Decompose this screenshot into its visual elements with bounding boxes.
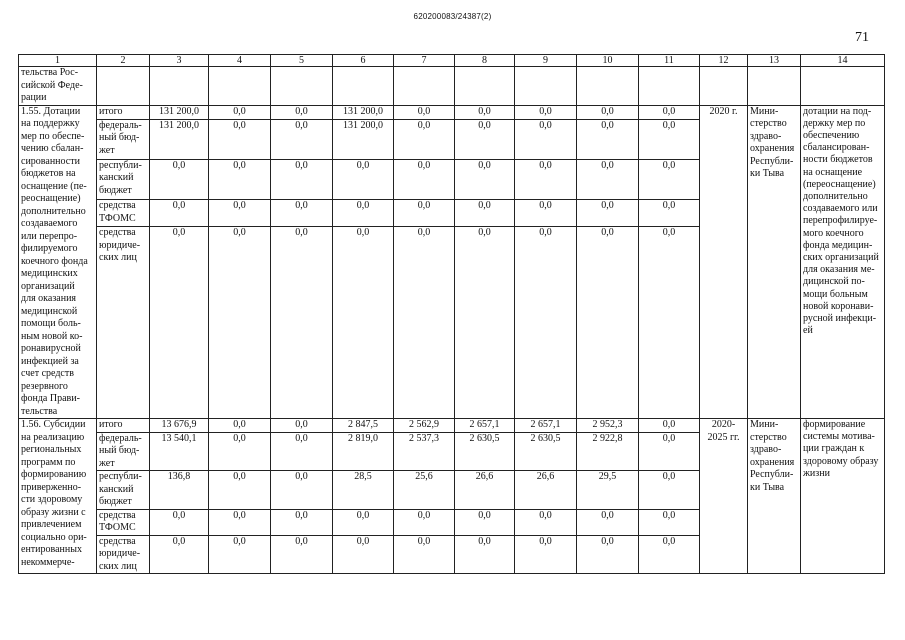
amount-cell: 131 200,0 xyxy=(150,105,209,119)
amount-cell: 0,0 xyxy=(150,509,209,535)
amount-cell: 0,0 xyxy=(209,200,271,227)
amount-cell: 0,0 xyxy=(209,159,271,199)
table-row xyxy=(19,105,885,119)
amount-cell: 0,0 xyxy=(639,105,700,119)
amount-cell: 2 630,5 xyxy=(515,432,577,471)
amount-cell: 26,6 xyxy=(455,471,515,510)
amount-cell: 0,0 xyxy=(455,159,515,199)
table-row xyxy=(19,419,885,433)
amount-cell: 0,0 xyxy=(515,509,577,535)
funding-source: итого xyxy=(97,419,150,433)
amount-cell: 0,0 xyxy=(515,535,577,574)
amount-cell: 0,0 xyxy=(639,227,700,419)
amount-cell: 0,0 xyxy=(639,419,700,433)
amount-cell: 0,0 xyxy=(271,471,333,510)
amount-cell: 0,0 xyxy=(271,419,333,433)
amount-cell: 29,5 xyxy=(577,471,639,510)
amount-cell: 131 200,0 xyxy=(333,105,394,119)
amount-cell: 0,0 xyxy=(455,105,515,119)
amount-cell: 0,0 xyxy=(394,105,455,119)
amount-cell: 0,0 xyxy=(271,105,333,119)
amount-cell: 0,0 xyxy=(639,432,700,471)
amount-cell: 2 922,8 xyxy=(577,432,639,471)
amount-cell: 0,0 xyxy=(271,200,333,227)
column-number: 13 xyxy=(748,55,801,67)
column-number: 6 xyxy=(333,55,394,67)
funding-source: средства ТФОМС xyxy=(97,509,150,535)
amount-cell: 0,0 xyxy=(394,535,455,574)
executor-cell: Мини- стерство здраво- охранения Республи- ки Тыва xyxy=(748,105,801,419)
column-number: 5 xyxy=(271,55,333,67)
funding-source: федераль- ный бюд- жет xyxy=(97,119,150,159)
amount-cell: 0,0 xyxy=(639,535,700,574)
funding-source: республи- канский бюджет xyxy=(97,471,150,510)
amount-cell: 0,0 xyxy=(271,159,333,199)
amount-cell: 0,0 xyxy=(271,119,333,159)
amount-cell: 0,0 xyxy=(271,432,333,471)
amount-cell: 2 562,9 xyxy=(394,419,455,433)
amount-cell: 0,0 xyxy=(455,509,515,535)
funding-source: средства юридиче- ских лиц xyxy=(97,227,150,419)
amount-cell: 0,0 xyxy=(150,227,209,419)
amount-cell: 0,0 xyxy=(515,159,577,199)
amount-cell: 13 540,1 xyxy=(150,432,209,471)
page-number: 71 xyxy=(855,30,869,45)
amount-cell: 0,0 xyxy=(455,200,515,227)
funding-source: средства ТФОМС xyxy=(97,200,150,227)
amount-cell: 0,0 xyxy=(639,200,700,227)
column-number: 10 xyxy=(577,55,639,67)
column-number-row xyxy=(19,55,885,67)
measure-name: 1.56. Субсидии на реализацию региональных программ по формированию приверженно- сти здоровому образу жизни с привлечением социально ори- ентированных некоммерче- xyxy=(19,419,97,574)
program-table xyxy=(18,54,885,574)
amount-cell: 0,0 xyxy=(271,227,333,419)
amount-cell: 2 819,0 xyxy=(333,432,394,471)
funding-source: республи- канский бюджет xyxy=(97,159,150,199)
amount-cell: 2 630,5 xyxy=(455,432,515,471)
amount-cell: 0,0 xyxy=(577,227,639,419)
amount-cell: 0,0 xyxy=(394,509,455,535)
amount-cell: 0,0 xyxy=(455,119,515,159)
amount-cell: 0,0 xyxy=(577,509,639,535)
amount-cell: 0,0 xyxy=(639,471,700,510)
amount-cell: 2 537,3 xyxy=(394,432,455,471)
amount-cell: 0,0 xyxy=(333,227,394,419)
amount-cell: 0,0 xyxy=(394,159,455,199)
period-cell: 2020- 2025 гг. xyxy=(700,419,748,574)
amount-cell: 0,0 xyxy=(333,200,394,227)
amount-cell: 2 657,1 xyxy=(515,419,577,433)
amount-cell: 0,0 xyxy=(150,200,209,227)
amount-cell: 0,0 xyxy=(209,535,271,574)
executor-cell: Мини- стерство здраво- охранения Республи- ки Тыва xyxy=(748,419,801,574)
document-id: 620200083/24387(2) xyxy=(413,12,492,21)
amount-cell: 0,0 xyxy=(639,509,700,535)
column-number: 4 xyxy=(209,55,271,67)
amount-cell: 0,0 xyxy=(515,105,577,119)
column-number: 2 xyxy=(97,55,150,67)
funding-source: средства юридиче- ских лиц xyxy=(97,535,150,574)
amount-cell: 0,0 xyxy=(577,200,639,227)
column-number: 8 xyxy=(455,55,515,67)
funding-source: федераль- ный бюд- жет xyxy=(97,432,150,471)
amount-cell: 0,0 xyxy=(150,535,209,574)
amount-cell: 13 676,9 xyxy=(150,419,209,433)
amount-cell: 0,0 xyxy=(515,200,577,227)
amount-cell: 0,0 xyxy=(515,227,577,419)
expected-result-cell: дотации на под- держку мер по обеспечению сбалансирован- ности бюджетов на оснащение (переоснащение) дополнительно создаваемого или перепрофилируе- мого коечного фонда медицин- ских организаций для оказания ме- дицинской по- мощи больным новой коронави- русной инфекци- ей xyxy=(801,105,885,419)
amount-cell: 0,0 xyxy=(333,509,394,535)
amount-cell: 0,0 xyxy=(209,471,271,510)
column-number: 3 xyxy=(150,55,209,67)
amount-cell: 0,0 xyxy=(394,119,455,159)
amount-cell: 26,6 xyxy=(515,471,577,510)
measure-name: 1.55. Дотации на поддержку мер по обеспе- чению сбалан- сированности бюджетов на оснащение (пе- реоснащение) дополнительно создаваемого или перепро- филируемого коечного фонда медицинских организаций для оказания медицинской помощи боль- ным новой ко- ронавирусной инфекцией за счет средств резервного фонда Прави- тельства xyxy=(19,105,97,419)
continuation-text: тельства Рос- сийской Феде- рации xyxy=(19,67,97,106)
amount-cell: 2 952,3 xyxy=(577,419,639,433)
amount-cell: 0,0 xyxy=(271,509,333,535)
column-number: 9 xyxy=(515,55,577,67)
amount-cell: 0,0 xyxy=(577,159,639,199)
amount-cell: 0,0 xyxy=(577,535,639,574)
amount-cell: 0,0 xyxy=(209,432,271,471)
expected-result-cell: формирование системы мотива- ции граждан к здоровому образу жизни xyxy=(801,419,885,574)
amount-cell: 131 200,0 xyxy=(150,119,209,159)
amount-cell: 0,0 xyxy=(455,535,515,574)
amount-cell: 0,0 xyxy=(209,419,271,433)
amount-cell: 136,8 xyxy=(150,471,209,510)
amount-cell: 2 657,1 xyxy=(455,419,515,433)
column-number: 7 xyxy=(394,55,455,67)
amount-cell: 0,0 xyxy=(209,227,271,419)
amount-cell: 131 200,0 xyxy=(333,119,394,159)
amount-cell: 0,0 xyxy=(333,159,394,199)
amount-cell: 0,0 xyxy=(394,200,455,227)
amount-cell: 0,0 xyxy=(577,105,639,119)
amount-cell: 0,0 xyxy=(150,159,209,199)
amount-cell: 28,5 xyxy=(333,471,394,510)
funding-source: итого xyxy=(97,105,150,119)
amount-cell: 0,0 xyxy=(209,509,271,535)
amount-cell: 0,0 xyxy=(639,159,700,199)
amount-cell: 2 847,5 xyxy=(333,419,394,433)
column-number: 14 xyxy=(801,55,885,67)
amount-cell: 0,0 xyxy=(333,535,394,574)
column-number: 12 xyxy=(700,55,748,67)
period-cell: 2020 г. xyxy=(700,105,748,419)
amount-cell: 0,0 xyxy=(271,535,333,574)
amount-cell: 0,0 xyxy=(515,119,577,159)
column-number: 1 xyxy=(19,55,97,67)
amount-cell: 0,0 xyxy=(455,227,515,419)
amount-cell: 0,0 xyxy=(639,119,700,159)
column-number: 11 xyxy=(639,55,700,67)
amount-cell: 0,0 xyxy=(394,227,455,419)
continuation-row xyxy=(19,67,885,106)
amount-cell: 25,6 xyxy=(394,471,455,510)
amount-cell: 0,0 xyxy=(577,119,639,159)
amount-cell: 0,0 xyxy=(209,119,271,159)
amount-cell: 0,0 xyxy=(209,105,271,119)
